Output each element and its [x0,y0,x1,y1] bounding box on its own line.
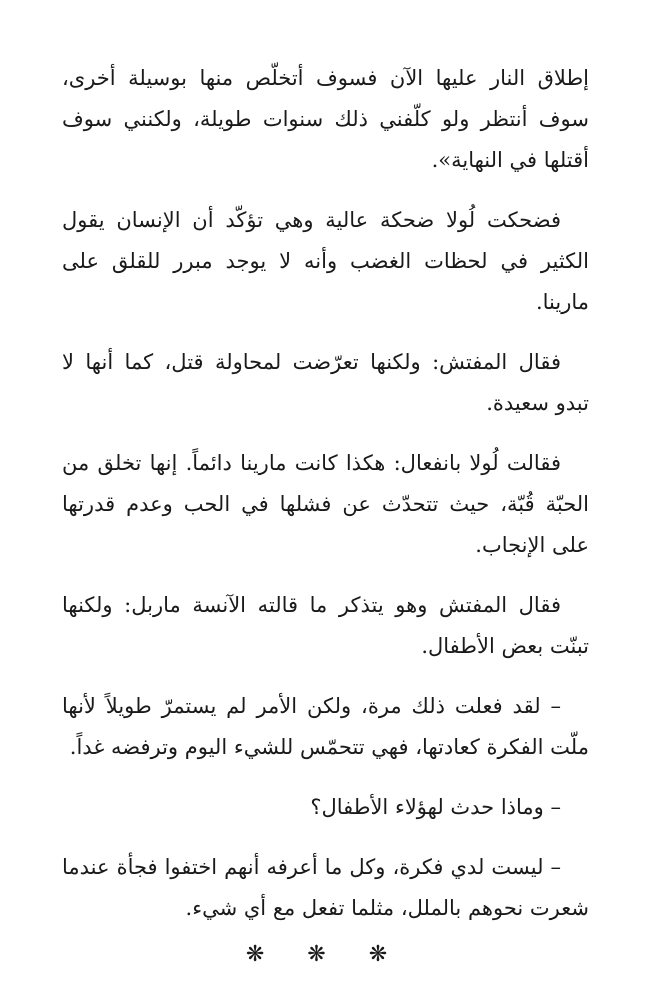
section-break-ornament: ❋ ❋ ❋ [245,942,406,967]
paragraph-3: فقال المفتش: ولكنها تعرّضت لمحاولة قتل، كما أنها لا تبدو سعيدة. [62,350,589,415]
page-text [62,58,589,948]
paragraph-6: – لقد فعلت ذلك مرة، ولكن الأمر لم يستمرّ طويلاً لأنها ملّت الفكرة كعادتها، فهي تتحمّس للشيء اليوم وترفضه غداً. [62,694,589,759]
paragraph-7: – وماذا حدث لهؤلاء الأطفال؟ [310,795,561,819]
paragraph-5: فقال المفتش وهو يتذكر ما قالته الآنسة ماربل: ولكنها تبنّت بعض الأطفال. [62,593,589,658]
paragraph-2: فضحكت لُولا ضحكة عالية وهي تؤكّد أن الإنسان يقول الكثير في لحظات الغضب وأنه لا يوجد مبرر للقلق على مارينا. [62,208,589,314]
paragraph-4: فقالت لُولا بانفعال: هكذا كانت مارينا دائماً. إنها تخلق من الحبّة قُبّة، حيث تتحدّث عن فشلها في الحب وعدم قدرتها على الإنجاب. [62,451,589,557]
paragraph-8: – ليست لدي فكرة، وكل ما أعرفه أنهم اختفوا فجأة عندما شعرت نحوهم بالملل، مثلما تفعل مع أي شيء. [62,855,589,920]
paragraph-1: إطلاق النار عليها الآن فسوف أتخلّص منها بوسيلة أخرى، سوف أنتظر ولو كلّفني ذلك سنوات طويلة، ولكنني سوف أقتلها في النهاية». [62,66,589,172]
